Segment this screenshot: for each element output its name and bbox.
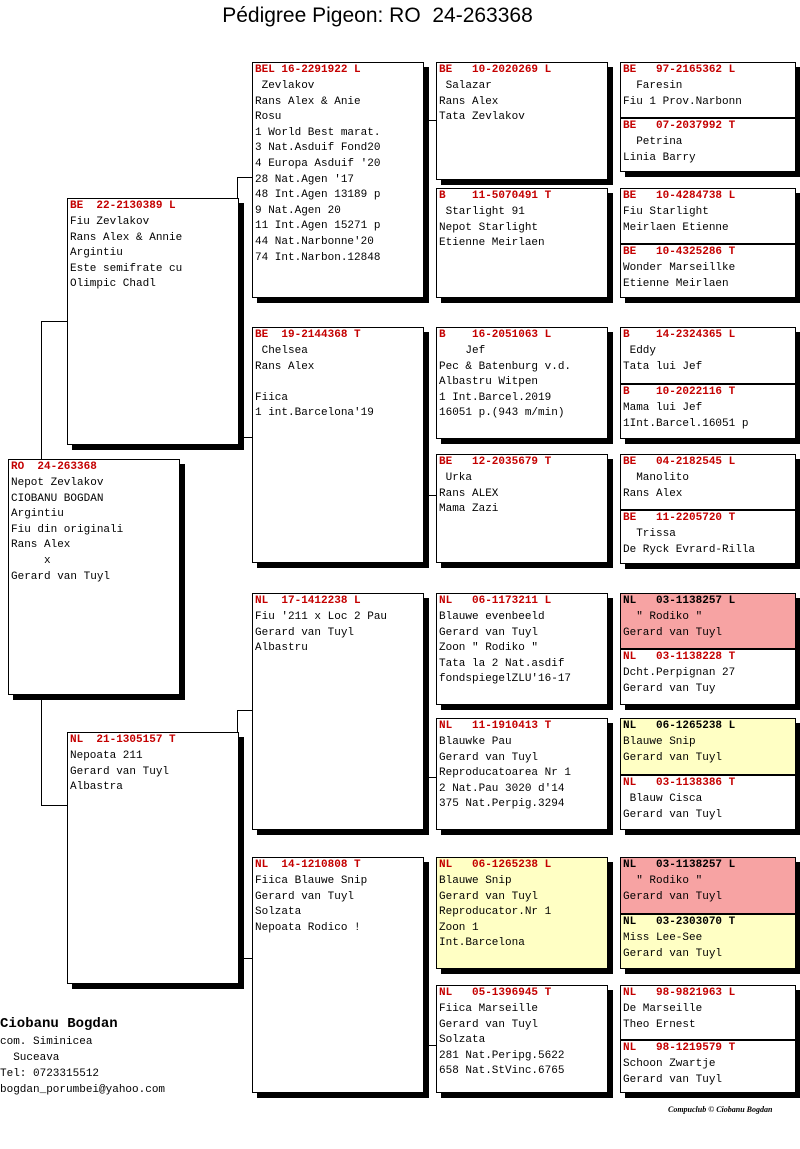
ring-number: NL 06-1265238 L	[439, 859, 552, 871]
pedigree-card-gen4[interactable]	[436, 593, 608, 705]
ring-number: BE 10-4284738 L	[623, 190, 736, 202]
ring-number: B 16-2051063 L	[439, 329, 552, 341]
ring-number: NL 98-1219579 T	[623, 1042, 736, 1054]
card-details: Wonder Marseillke Etienne Meirlaen	[623, 262, 736, 290]
pedigree-card-gen3[interactable]	[252, 327, 424, 563]
ring-number: BE 07-2037992 T	[623, 120, 736, 132]
software-credit: Compuclub © Ciobanu Bogdan	[668, 1105, 773, 1114]
card-details: Salazar Rans Alex Tata Zevlakov	[439, 80, 525, 124]
card-details: Dcht.Perpignan 27 Gerard van Tuy	[623, 667, 736, 695]
pedigree-card-gen5[interactable]	[621, 511, 795, 564]
pedigree-card-gen5[interactable]	[621, 915, 795, 969]
pedigree-card-gen5-pair	[620, 327, 796, 439]
ring-number: B 11-5070491 T	[439, 190, 552, 202]
card-details: Blauwe Snip Gerard van Tuyl	[623, 736, 723, 764]
card-details: Chelsea Rans Alex Fiica 1 int.Barcelona'19	[255, 345, 374, 420]
connector-line	[422, 777, 436, 778]
pedigree-card-gen5[interactable]	[621, 63, 795, 117]
pedigree-card-gen5-pair	[620, 593, 796, 705]
connector-line	[41, 321, 42, 461]
connector-line	[41, 321, 68, 322]
pedigree-card-gen4[interactable]	[436, 454, 608, 563]
connector-line	[422, 1045, 436, 1046]
ring-number: NL 03-1138257 L	[623, 595, 736, 607]
connector-line	[422, 495, 436, 496]
ring-number: BE 22-2130389 L	[70, 200, 176, 212]
pedigree-card-gen4[interactable]	[436, 327, 608, 439]
pedigree-card-gen4[interactable]	[436, 62, 608, 180]
pedigree-card-gen5-pair	[620, 857, 796, 969]
card-details: Blauwe evenbeeld Gerard van Tuyl Zoon " Rodiko " Tata la 2 Nat.asdif fondspiegelZLU'16-17	[439, 611, 572, 686]
connector-line	[422, 120, 436, 121]
pedigree-card-gen5-pair	[620, 454, 796, 564]
connector-line	[237, 177, 252, 178]
card-details: De Marseille Theo Ernest	[623, 1003, 703, 1031]
pedigree-card-gen5-pair	[620, 985, 796, 1093]
owner-address: Suceava	[0, 1052, 60, 1064]
ring-number: NL 98-9821963 L	[623, 987, 736, 999]
ring-number: NL 03-1138386 T	[623, 777, 736, 789]
connector-line	[237, 437, 252, 438]
pedigree-card-gen5[interactable]	[621, 455, 795, 509]
ring-number: NL 03-2303070 T	[623, 916, 736, 928]
pedigree-card-gen5[interactable]	[621, 245, 795, 298]
card-details: Petrina Linia Barry	[623, 136, 696, 164]
pedigree-card-gen5[interactable]	[621, 328, 795, 383]
ring-number: NL 06-1265238 L	[623, 720, 736, 732]
owner-info	[0, 1014, 165, 1098]
card-details: Miss Lee-See Gerard van Tuyl	[623, 932, 723, 960]
card-details: Zevlakov Rans Alex & Anie Rosu 1 World Best marat. 3 Nat.Asduif Fond20 4 Europa Asduif '20 28 Nat.Agen '17 48 Int.Agen 13189 p 9 Nat.Agen 20 11 Int.Agen 15271 p 44 Nat.Narbonne'20 74 Int.Narbon.12848	[255, 80, 381, 264]
pedigree-card-gen5[interactable]	[621, 1041, 795, 1093]
pedigree-card-gen4[interactable]	[436, 188, 608, 298]
pedigree-card-gen4[interactable]	[436, 718, 608, 830]
owner-name: Ciobanu Bogdan	[0, 1016, 118, 1032]
card-details: Blauw Cisca Gerard van Tuyl	[623, 793, 723, 821]
pedigree-card-gen5[interactable]	[621, 719, 795, 774]
pedigree-card-gen3[interactable]	[252, 857, 424, 1093]
pedigree-card-gen5[interactable]	[621, 594, 795, 648]
ring-number: NL 17-1412238 L	[255, 595, 361, 607]
ring-number: BE 97-2165362 L	[623, 64, 736, 76]
card-details: Trissa De Ryck Evrard-Rilla	[623, 528, 756, 556]
card-details: Urka Rans ALEX Mama Zazi	[439, 472, 499, 516]
pedigree-card-gen5-pair	[620, 62, 796, 172]
pedigree-card-gen5[interactable]	[621, 385, 795, 439]
ring-number: BE 11-2205720 T	[623, 512, 736, 524]
pedigree-card-gen4[interactable]	[436, 857, 608, 969]
pedigree-card-gen5[interactable]	[621, 119, 795, 172]
ring-number: BE 12-2035679 T	[439, 456, 552, 468]
pedigree-card-gen5[interactable]	[621, 650, 795, 705]
ring-number: NL 03-1138228 T	[623, 651, 736, 663]
pedigree-card-gen3[interactable]	[252, 62, 424, 298]
pedigree-card-gen3[interactable]	[252, 593, 424, 830]
ring-number: NL 11-1910413 T	[439, 720, 552, 732]
connector-line	[237, 710, 252, 711]
page-title: Pédigree Pigeon: RO 24-263368	[222, 4, 533, 27]
card-details: Manolito Rans Alex	[623, 472, 690, 500]
ring-number: NL 06-1173211 L	[439, 595, 552, 607]
card-details: Blauwke Pau Gerard van Tuyl Reproducatoarea Nr 1 2 Nat.Pau 3020 d'14 375 Nat.Perpig.3294	[439, 736, 572, 811]
card-details: " Rodiko " Gerard van Tuyl	[623, 875, 723, 903]
ring-number: BE 19-2144368 T	[255, 329, 361, 341]
pedigree-card-gen5-pair	[620, 188, 796, 298]
owner-phone: Tel: 0723315512	[0, 1068, 100, 1080]
owner-address: com. Siminicea	[0, 1036, 93, 1048]
card-details: Fiica Blauwe Snip Gerard van Tuyl Solzata Nepoata Rodico !	[255, 875, 368, 934]
connector-line	[41, 805, 68, 806]
card-details: Fiica Marseille Gerard van Tuyl Solzata 281 Nat.Peripg.5622 658 Nat.StVinc.6765	[439, 1003, 565, 1078]
pedigree-card-gen5[interactable]	[621, 776, 795, 830]
card-details: Blauwe Snip Gerard van Tuyl Reproducator.Nr 1 Zoon 1 Int.Barcelona	[439, 875, 552, 950]
connector-line	[41, 695, 42, 805]
pedigree-card-gen5[interactable]	[621, 986, 795, 1039]
card-details: Fiu '211 x Loc 2 Pau Gerard van Tuyl Albastru	[255, 611, 388, 655]
pedigree-card-dam[interactable]	[67, 732, 239, 984]
card-details: Schoon Zwartje Gerard van Tuyl	[623, 1058, 723, 1086]
pedigree-card-subject[interactable]	[8, 459, 180, 695]
connector-line	[237, 958, 252, 959]
pedigree-card-gen5[interactable]	[621, 858, 795, 913]
card-details: Eddy Tata lui Jef	[623, 345, 703, 373]
ring-number: BE 10-2020269 L	[439, 64, 552, 76]
ring-number: BEL 16-2291922 L	[255, 64, 361, 76]
ring-number: NL 05-1396945 T	[439, 987, 552, 999]
pedigree-card-gen5[interactable]	[621, 189, 795, 243]
owner-email: bogdan_porumbei@yahoo.com	[0, 1084, 166, 1096]
ring-number: B 14-2324365 L	[623, 329, 736, 341]
card-details: Nepoata 211 Gerard van Tuyl Albastra	[70, 750, 170, 794]
pedigree-card-gen4[interactable]	[436, 985, 608, 1093]
card-details: Starlight 91 Nepot Starlight Etienne Meirlaen	[439, 206, 545, 250]
ring-number: NL 14-1210808 T	[255, 859, 361, 871]
card-details: Mama lui Jef 1Int.Barcel.16051 p	[623, 402, 749, 430]
card-details: Nepot Zevlakov CIOBANU BOGDAN Argintiu Fiu din originali Rans Alex x Gerard van Tuyl	[11, 477, 124, 583]
card-details: Faresin Fiu 1 Prov.Narbonn	[623, 80, 742, 108]
ring-number: NL 03-1138257 L	[623, 859, 736, 871]
ring-number: BE 04-2182545 L	[623, 456, 736, 468]
pedigree-card-gen5-pair	[620, 718, 796, 830]
card-details: Fiu Zevlakov Rans Alex & Annie Argintiu Este semifrate cu Olimpic Chadl	[70, 216, 183, 291]
ring-number: BE 10-4325286 T	[623, 246, 736, 258]
ring-number: B 10-2022116 T	[623, 386, 736, 398]
card-details: Jef Pec & Batenburg v.d. Albastru Witpen 1 Int.Barcel.2019 16051 p.(943 m/min)	[439, 345, 572, 420]
ring-number: NL 21-1305157 T	[70, 734, 176, 746]
pedigree-card-sire[interactable]	[67, 198, 239, 445]
card-details: Fiu Starlight Meirlaen Etienne	[623, 206, 729, 234]
ring-number: RO 24-263368	[11, 461, 97, 473]
card-details: " Rodiko " Gerard van Tuyl	[623, 611, 723, 639]
